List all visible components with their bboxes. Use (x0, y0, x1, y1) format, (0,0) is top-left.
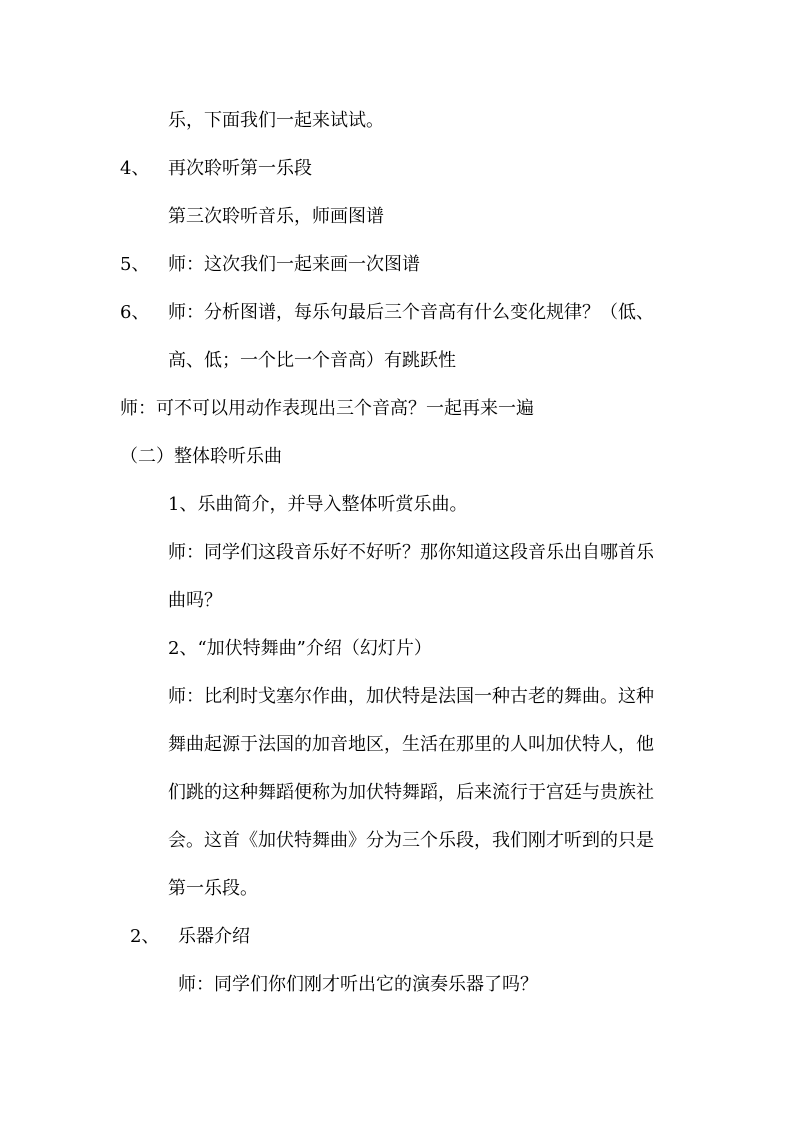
paragraph-line: 们跳的这种舞蹈便称为加伏特舞蹈，后来流行于宫廷与贵族社 (168, 782, 654, 803)
paragraph-line: 师：同学们这段音乐好不好听？那你知道这段音乐出自哪首乐 (168, 542, 654, 563)
paragraph-line: 会。这首《加伏特舞曲》分为三个乐段，我们刚才听到的只是 (168, 830, 654, 851)
section-heading: （二）整体聆听乐曲 (120, 446, 282, 467)
list-number: 2、 (130, 926, 160, 947)
list-item-text: 再次聆听第一乐段 (168, 158, 312, 179)
paragraph-line: 曲吗？ (168, 590, 222, 611)
list-item-text: 师：这次我们一起来画一次图谱 (168, 254, 420, 275)
paragraph-line: 高、低；一个比一个音高）有跳跃性 (168, 350, 456, 371)
list-item-text: 师：分析图谱，每乐句最后三个音高有什么变化规律？（低、 (168, 302, 654, 323)
paragraph-line: 师：同学们你们刚才听出它的演奏乐器了吗？ (178, 974, 538, 995)
paragraph-line: 1、乐曲简介，并导入整体听赏乐曲。 (168, 494, 468, 515)
list-number: 4、 (120, 158, 150, 179)
paragraph-line: 师：可不可以用动作表现出三个音高？一起再来一遍 (120, 398, 534, 419)
paragraph-line: 第三次聆听音乐，师画图谱 (168, 206, 384, 227)
paragraph-line: 2、“加伏特舞曲”介绍（幻灯片） (168, 638, 432, 659)
paragraph-line: 乐，下面我们一起来试试。 (168, 110, 384, 131)
paragraph-line: 第一乐段。 (168, 878, 258, 899)
paragraph-line: 舞曲起源于法国的加音地区，生活在那里的人叫加伏特人，他 (168, 734, 654, 755)
list-item-text: 乐器介绍 (178, 926, 250, 947)
paragraph-line: 师：比利时戈塞尔作曲，加伏特是法国一种古老的舞曲。这种 (168, 686, 654, 707)
list-number: 5、 (120, 254, 150, 275)
list-number: 6、 (120, 302, 150, 323)
